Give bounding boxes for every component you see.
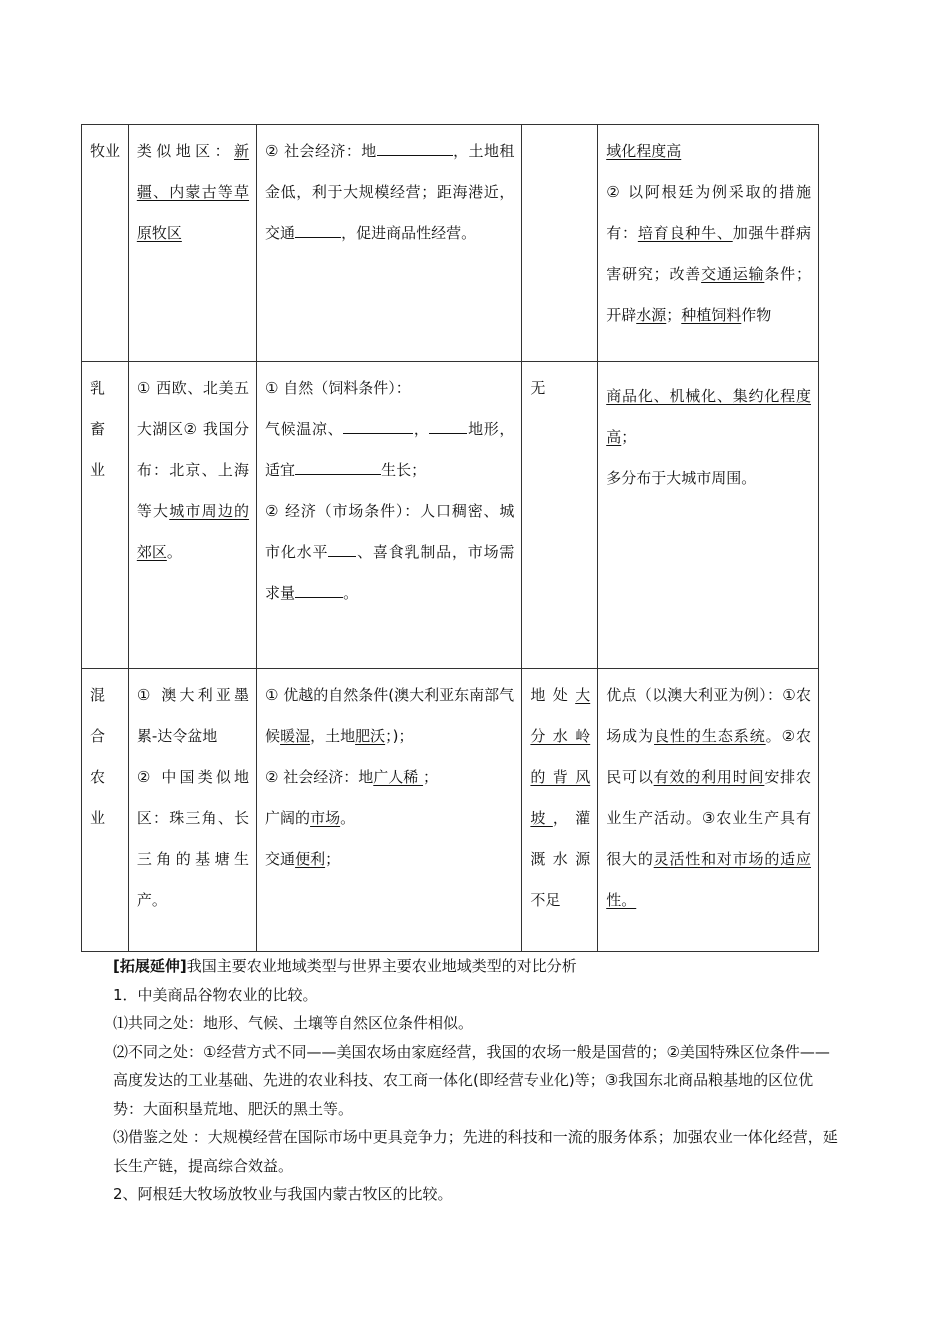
condition-text: ； [325,850,341,868]
feature-text: 交通运输 [701,265,765,283]
feature-text: 多分布于大城市周围。 [606,469,757,487]
fill-blank[interactable] [328,543,356,558]
condition-text: 。 [343,584,359,602]
condition-text: 广阔的 [265,809,311,827]
type-cell [82,125,129,362]
heading-bracket: [拓展延伸] [113,957,187,975]
feature-text: ； [666,306,682,324]
region-text: ① 澳大利亚墨累-达令盆地 [136,686,250,745]
region-cell [128,362,256,669]
agriculture-comparison-table [81,124,819,952]
problem-text: 地处 [530,686,576,704]
region-names: 新疆、内蒙古等草原牧区 [136,142,250,242]
table-row [82,362,819,669]
condition-text: ① 自然（饲料条件）： [265,379,411,397]
feature-text: 培育良种牛、 [637,224,733,242]
condition-text: 肥沃 [355,727,386,745]
feature-text: ② 以阿根廷为例采取的措施有： [606,183,811,242]
region-cell [128,125,256,362]
condition-text: ① 优越的自然条件(澳大利亚东南部气候 [265,686,515,745]
feature-text: 水源 [636,306,667,324]
problem-cell [522,125,598,362]
paragraph: 1．中美商品谷物农业的比较。 [113,985,318,1004]
condition-text: 地形，适宜 [265,420,515,479]
condition-cell [257,125,522,362]
feature-text: ； [621,428,637,446]
condition-text: ，土地租金低，利于大规模经营；距海港近，交通 [265,142,515,242]
heading-text: 我国主要农业地域类型与世界主要农业地域类型的对比分析 [186,957,577,975]
condition-text: 广人稀 [373,768,424,786]
type-label: 乳畜业 [90,379,106,479]
condition-text: ； [423,768,439,786]
condition-text: 生长； [381,461,427,479]
type-cell [82,669,129,952]
condition-text: ② 经济（市场条件）：人口稠密、城市化水平 [265,502,515,561]
condition-text: 市场 [310,809,341,827]
feature-text: 作物 [741,306,772,324]
feature-text: 加强牛群病害研究；改善 [606,224,811,283]
feature-text: 优点（以澳大利亚为例）：①农场成为 [606,686,811,745]
region-text: ② 中国类似地区：珠三角、长三角的基塘生产。 [136,768,250,909]
feature-text: 安排农业生产活动。③农业生产具有很大的 [606,768,811,868]
feature-text: 条件；开辟 [606,265,811,324]
region-names: 城市周边的郊区 [136,502,250,561]
feature-text: 有效的利用时间 [653,768,765,786]
feature-cell [598,362,819,669]
condition-text: 便利 [295,850,326,868]
condition-text: ，土地 [310,727,356,745]
fill-blank[interactable] [295,461,381,476]
region-prefix: 类似地区： [136,142,235,160]
problem-text: ，灌溉水源不足 [530,809,591,909]
table-row [82,669,819,952]
problem-cell [522,669,598,952]
extension-heading [113,952,841,981]
feature-text: 商品化、机械化、集约化程度高 [606,387,811,446]
paragraph: ⑵不同之处：①经营方式不同——美国农场由家庭经营，我国的农场一般是国营的；②美国特殊区位条件——高度发达的工业基础、先进的农业科技、农工商一体化(即经营专业化)等；③我国东北商品粮基地的区位优势：大面积垦荒地、肥沃的黑土等。 [113,1042,830,1118]
table-row [82,125,819,362]
condition-text: 交通 [265,850,296,868]
fill-blank[interactable] [429,420,467,435]
condition-text: ；)； [385,727,414,745]
condition-text: 、喜食乳制品，市场需求量 [265,543,515,602]
region-text: 。 [166,543,182,561]
condition-cell [257,362,522,669]
region-text: ① 西欧、北美五大湖区② 我国分布：北京、上海等大 [136,379,250,520]
feature-text: 良性的生态系统 [654,727,766,745]
fill-blank[interactable] [295,584,343,599]
paragraph: ⑶借鉴之处 ：大规模经营在国际市场中更具竞争力；先进的科技和一流的服务体系；加强农业一体化经营，延长生产链，提高综合效益。 [113,1128,838,1175]
feature-cell [598,125,819,362]
fill-blank[interactable] [295,224,341,239]
problem-text: 无 [530,379,546,397]
condition-text: 。 [340,809,356,827]
feature-text: 灵活性和对市场的适应性。 [606,850,811,909]
condition-text: 气候温凉、 [265,420,344,438]
condition-cell [257,669,522,952]
feature-text: 。②农民可以 [606,727,811,786]
problem-cell [522,362,598,669]
region-cell [128,669,256,952]
condition-text: ， [413,420,430,438]
feature-cell [598,669,819,952]
condition-text: 暖湿 [280,727,311,745]
type-cell [82,362,129,669]
feature-text: 域化程度高 [606,142,682,160]
condition-text: ，促进商品性经营。 [341,224,477,242]
problem-text: 大分水岭的背风坡 [530,686,591,827]
fill-blank[interactable] [377,142,453,157]
condition-text: ② 社会经济：地 [265,768,374,786]
type-label: 牧业 [90,142,121,160]
fill-blank[interactable] [343,420,413,435]
paragraph: 2、阿根廷大牧场放牧业与我国内蒙古牧区的比较。 [113,1185,453,1203]
extension-section [113,952,841,1209]
condition-text: ② 社会经济：地 [265,142,377,160]
type-label: 混合农业 [90,686,106,827]
feature-text: 种植饲料 [681,306,742,324]
paragraph: ⑴共同之处：地形、气候、土壤等自然区位条件相似。 [113,1014,474,1032]
